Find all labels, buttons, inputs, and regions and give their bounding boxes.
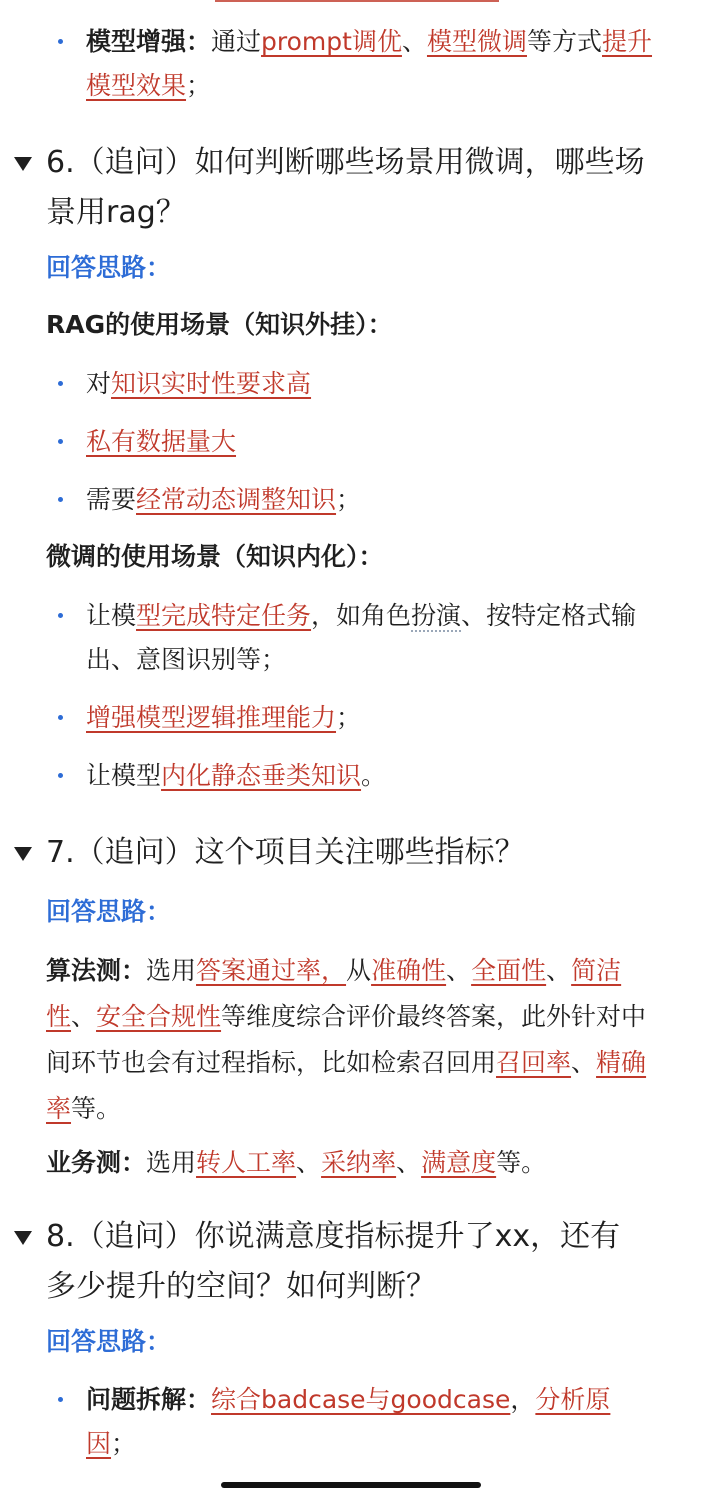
paragraph-label: 业务测：	[46, 1148, 147, 1177]
list-item-text	[86, 754, 666, 798]
dotted-term[interactable]: 扮演	[411, 601, 462, 630]
list-item-text	[86, 20, 666, 108]
highlight-link[interactable]: 综合badcase与goodcase	[211, 1385, 511, 1414]
text-span: 通过	[211, 27, 262, 56]
list-item-text	[86, 1378, 646, 1466]
text-span: ，	[510, 1385, 536, 1414]
highlight-link[interactable]: 召回率	[496, 1048, 572, 1077]
collapse-triangle-icon[interactable]	[14, 157, 32, 171]
highlight-link[interactable]: 知识实时性要求高	[111, 369, 312, 398]
list-item-text	[86, 362, 666, 406]
question-title: 6.（追问）如何判断哪些场景用微调，哪些场景用rag？	[46, 145, 645, 230]
answer-label: 回答思路：	[46, 897, 172, 926]
highlight-link[interactable]: 采纳率	[321, 1148, 397, 1177]
collapse-triangle-icon[interactable]	[14, 1231, 32, 1245]
text-span: 等维度综合评价最终答案，此外针对中间环节也会有过程指标，比如检索召回用	[46, 1002, 647, 1077]
text-span: 等。	[71, 1094, 122, 1123]
text-span: 、	[446, 956, 472, 985]
bullet-dot	[58, 613, 63, 618]
paragraph-label: 算法测：	[46, 956, 147, 985]
text-span: ，如角色	[311, 601, 412, 630]
collapse-triangle-icon[interactable]	[14, 847, 32, 861]
answer-label: 回答思路：	[46, 253, 172, 282]
bullet-dot	[58, 381, 63, 386]
text-span: ；	[336, 703, 362, 732]
text-span: 选用	[146, 956, 197, 985]
text-span: ；	[336, 485, 362, 514]
list-item-text	[86, 420, 666, 464]
highlight-link[interactable]: 经常动态调整知识	[136, 485, 337, 514]
answer-label: 回答思路：	[46, 1327, 172, 1356]
text-span: 、	[546, 956, 572, 985]
highlight-link[interactable]: 内化静态垂类知识	[161, 761, 362, 790]
highlight-link[interactable]: 增强模型逻辑推理能力	[86, 703, 337, 732]
bullet-dot	[58, 39, 63, 44]
highlight-link[interactable]: 分析原因	[86, 1385, 611, 1458]
text-span: ；	[111, 1429, 137, 1458]
text-span: 让模型	[86, 761, 162, 790]
algo-metrics-paragraph	[46, 948, 666, 1132]
question-title: 8.（追问）你说满意度指标提升了xx，还有多少提升的空间？如何判断？	[46, 1219, 621, 1304]
text-span: 从	[346, 956, 372, 985]
highlight-link[interactable]: 全面性	[471, 956, 547, 985]
bullet-dot	[58, 715, 63, 720]
item-label: 模型增强：	[86, 27, 212, 56]
highlight-link[interactable]: prompt调优	[261, 27, 402, 56]
text-span: 。	[361, 761, 387, 790]
highlight-link[interactable]: 私有数据量大	[86, 427, 237, 456]
text-span: 、	[401, 27, 427, 56]
highlight-link[interactable]: 满意度	[421, 1148, 497, 1177]
highlight-link[interactable]: 精确率	[46, 1048, 647, 1123]
list-item-text	[86, 594, 656, 682]
bullet-dot	[58, 497, 63, 502]
bullet-dot	[58, 1397, 63, 1402]
text-span: ；	[186, 71, 212, 100]
text-span: 选用	[146, 1148, 197, 1177]
text-span: 、	[71, 1002, 97, 1031]
question-title: 7.（追问）这个项目关注哪些指标？	[46, 835, 525, 870]
text-span: 、按特定格式输出、意图识别等；	[86, 601, 637, 674]
text-span: 、	[396, 1148, 422, 1177]
highlight-link[interactable]: 答案通过率，	[196, 956, 347, 985]
bullet-dot	[58, 439, 63, 444]
highlight-link[interactable]: 提升模型效果	[86, 27, 653, 100]
text-span: 、	[296, 1148, 322, 1177]
item-label: 问题拆解：	[86, 1385, 212, 1414]
finetune-heading: 微调的使用场景（知识内化）：	[46, 542, 384, 571]
bullet-dot	[58, 773, 63, 778]
highlight-link[interactable]: 型完成特定任务	[136, 601, 312, 630]
highlight-link[interactable]: 转人工率	[196, 1148, 297, 1177]
text-span: 等方式	[526, 27, 602, 56]
text-span: 需要	[86, 485, 137, 514]
text-span: 等。	[496, 1148, 547, 1177]
previous-highlight-underline	[215, 0, 499, 2]
highlight-link[interactable]: 安全合规性	[96, 1002, 222, 1031]
highlight-link[interactable]: 准确性	[371, 956, 447, 985]
rag-heading: RAG的使用场景（知识外挂）：	[46, 310, 393, 339]
business-metrics-paragraph	[46, 1140, 666, 1186]
highlight-link[interactable]: 模型微调	[426, 27, 527, 56]
text-span: 、	[571, 1048, 597, 1077]
text-span: 让模	[86, 601, 137, 630]
highlight-link[interactable]: 简洁性	[46, 956, 622, 1031]
home-indicator[interactable]	[221, 1482, 481, 1488]
list-item-text	[86, 478, 666, 522]
text-span: 对	[86, 369, 112, 398]
list-item-text	[86, 696, 666, 740]
